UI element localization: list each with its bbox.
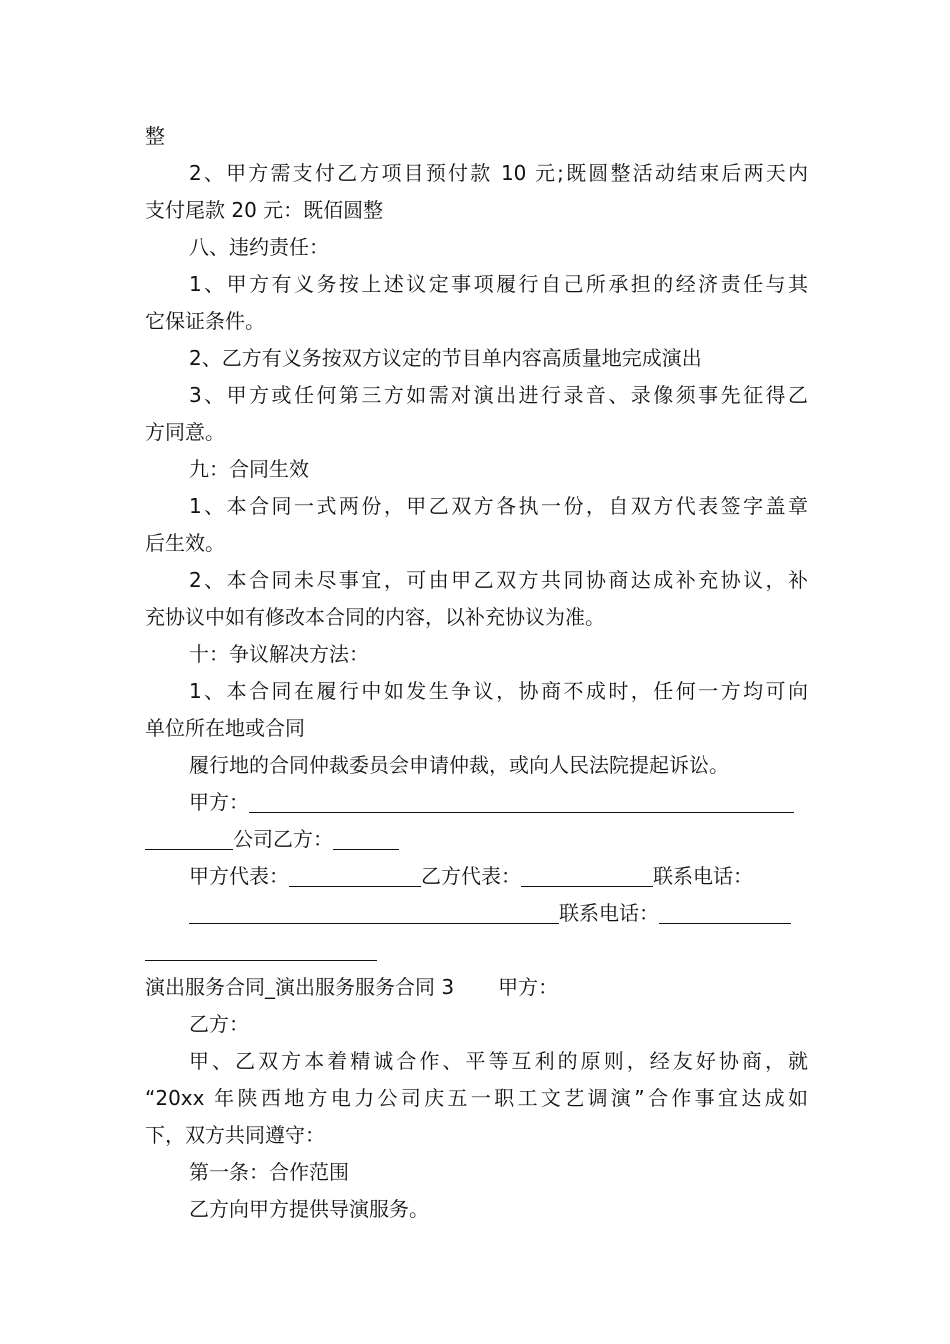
party-a-rep-blank (289, 860, 421, 887)
party-a-blank (249, 786, 794, 813)
party-b-rep-blank (521, 860, 653, 887)
signature-line-party-b (145, 821, 808, 858)
text-line: “20xx 年陕西地方电力公司庆五一职工文艺调演”合作事宜达成如 (145, 1086, 808, 1110)
party-b-rep-label: 乙方代表： (421, 864, 521, 888)
signature-line-party-a (145, 784, 808, 821)
text-line: 1、甲方有义务按上述议定事项履行自己所承担的经济责任与其 (189, 272, 808, 296)
text-line: 下，双方共同遵守： (145, 1123, 325, 1147)
text-line: 支付尾款 20 元：既佰圆整 (145, 198, 384, 222)
party-b-label: 公司乙方： (233, 827, 333, 851)
contract-title-line (145, 969, 808, 1006)
party-b-heading: 乙方： (189, 1012, 249, 1036)
text-line: 整 (145, 124, 165, 148)
phone-label: 联系电话： (653, 864, 753, 888)
text-line: 履行地的合同仲裁委员会申请仲裁，或向人民法院提起诉讼。 (189, 753, 729, 777)
text-line: 甲、乙双方本着精诚合作、平等互利的原则，经友好协商，就 (189, 1049, 808, 1073)
phone-blank-b (659, 897, 791, 924)
section-heading: 八、违约责任： (189, 235, 329, 259)
text-line: 后生效。 (145, 531, 225, 555)
text-line: 3、甲方或任何第三方如需对演出进行录音、录像须事先征得乙 (189, 383, 808, 407)
party-a-heading: 甲方： (498, 975, 559, 999)
text-line: 方同意。 (145, 420, 225, 444)
text-line: 单位所在地或合同 (145, 716, 305, 740)
phone-blank-c (145, 934, 377, 961)
document-page (145, 118, 808, 1228)
text-line: 2、乙方有义务按双方议定的节目单内容高质量地完成演出 (189, 346, 702, 370)
section-heading: 十：争议解决方法： (189, 642, 369, 666)
section-heading: 九：合同生效 (189, 457, 309, 481)
contract-title: 演出服务合同_演出服务服务合同 3 (145, 975, 455, 999)
text-line: 它保证条件。 (145, 309, 265, 333)
phone-blank-a (189, 897, 559, 924)
text-line: 充协议中如有修改本合同的内容，以补充协议为准。 (145, 605, 605, 629)
article-heading: 第一条：合作范围 (189, 1160, 349, 1184)
party-a-rep-label: 甲方代表： (189, 864, 289, 888)
text-line: 1、本合同一式两份，甲乙双方各执一份，自双方代表签字盖章 (189, 494, 808, 518)
representative-line (145, 858, 808, 895)
phone-line (145, 895, 808, 932)
text-line: 2、甲方需支付乙方项目预付款 10 元;既圆整活动结束后两天内 (189, 161, 808, 185)
party-a-label: 甲方： (189, 790, 249, 814)
text-line: 乙方向甲方提供导演服务。 (189, 1197, 429, 1221)
phone-label-2: 联系电话： (559, 901, 659, 925)
text-line: 2、本合同未尽事宜，可由甲乙双方共同协商达成补充协议，补 (189, 568, 808, 592)
company-blank (145, 823, 233, 850)
party-b-blank (333, 823, 399, 850)
blank-line (145, 932, 808, 969)
text-line: 1、本合同在履行中如发生争议，协商不成时，任何一方均可向 (189, 679, 808, 703)
